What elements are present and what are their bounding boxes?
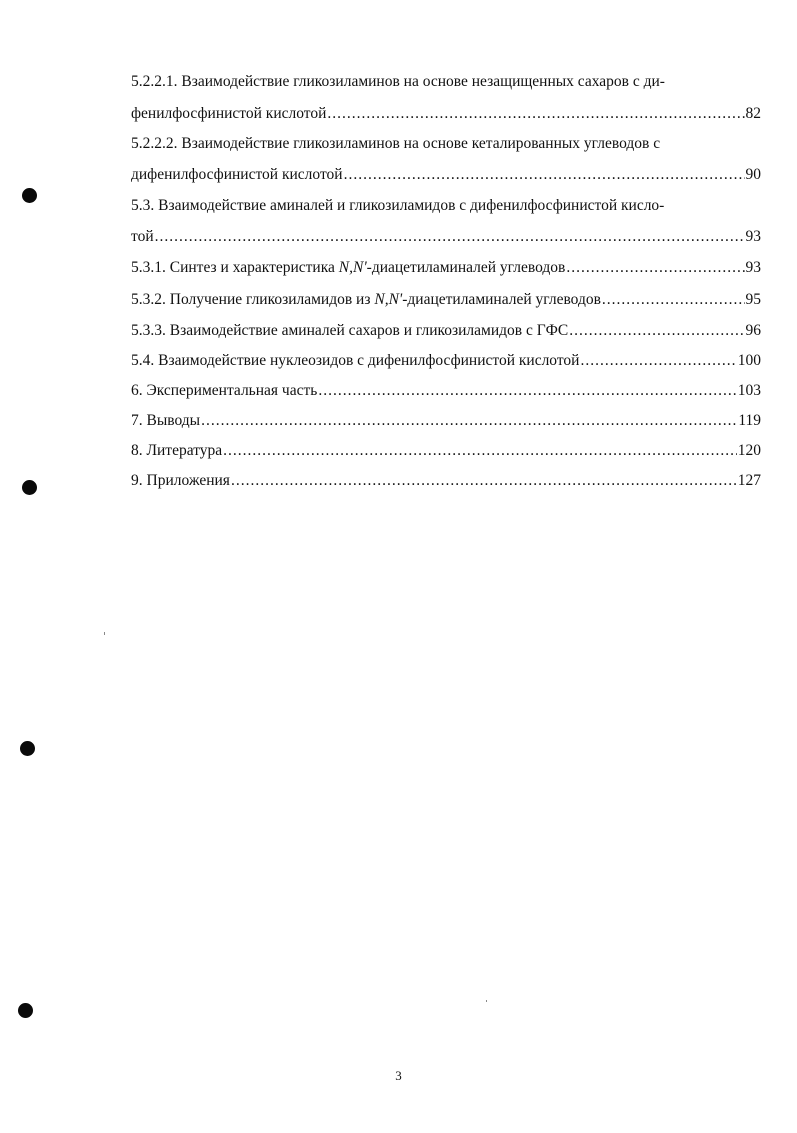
title-italic: N,N' — [338, 259, 367, 276]
dot-leader — [201, 409, 737, 433]
punch-hole-mark — [22, 188, 37, 203]
title-suffix: -диацетиламиналей углеводов — [366, 259, 566, 276]
toc-entry-title: той — [131, 228, 154, 245]
toc-page-number: 100 — [737, 352, 761, 369]
toc-entry-line: 5.3. Взаимодействие аминалей и гликозиламидов с дифенилфосфинистой кисло- — [131, 197, 665, 214]
dot-leader — [344, 163, 745, 187]
toc-page-number: 120 — [737, 442, 761, 459]
toc-entry-title: 5.3.3. Взаимодействие аминалей сахаров и гликозиламидов с ГФС — [131, 322, 569, 339]
toc-page-number: 93 — [745, 228, 761, 245]
dot-leader — [231, 469, 737, 493]
dot-leader — [327, 102, 744, 126]
toc-entry-title — [131, 256, 565, 280]
toc-entry-title: 6. Экспериментальная часть — [131, 382, 318, 399]
toc-entry[interactable] — [131, 288, 761, 312]
toc-entry-line: 5.2.2.1. Взаимодействие гликозиламинов на основе незащищенных сахаров с ди- — [131, 73, 665, 90]
toc-entry[interactable] — [131, 102, 761, 126]
toc-page-number: 90 — [745, 166, 761, 183]
toc-page-number: 103 — [737, 382, 761, 399]
toc-entry-title: дифенилфосфинистой кислотой — [131, 166, 343, 183]
toc-entry[interactable] — [131, 319, 761, 343]
toc-page-number: 119 — [738, 412, 761, 429]
toc-entry-line: 5.2.2.2. Взаимодействие гликозиламинов на основе кеталированных углеводов с — [131, 135, 661, 152]
scan-speck — [104, 632, 105, 635]
title-suffix: -диацетиламиналей углеводов — [402, 291, 601, 308]
dot-leader — [223, 439, 737, 463]
toc-entry-title: 9. Приложения — [131, 472, 230, 489]
toc-entry-title — [131, 288, 601, 312]
toc-entry[interactable] — [131, 163, 761, 187]
title-prefix: 5.3.2. Получение гликозиламидов из — [131, 291, 375, 308]
dot-leader — [566, 256, 744, 280]
page-number: 3 — [395, 1068, 402, 1083]
title-italic: N,N' — [374, 291, 403, 308]
dot-leader — [602, 288, 745, 312]
punch-hole-mark — [22, 480, 37, 495]
toc-page-number: 82 — [745, 105, 761, 122]
toc-entry-title: 7. Выводы — [131, 412, 201, 429]
toc-entry[interactable] — [131, 256, 761, 280]
punch-hole-mark — [20, 741, 35, 756]
toc-entry[interactable] — [131, 439, 761, 463]
dot-leader — [569, 319, 744, 343]
toc-entry[interactable] — [131, 379, 761, 403]
toc-entry[interactable] — [131, 225, 761, 249]
toc-entry-title: фенилфосфинистой кислотой — [131, 105, 327, 122]
dot-leader — [580, 349, 736, 373]
toc-page-number: 127 — [737, 472, 761, 489]
toc-entry-title: 8. Литература — [131, 442, 223, 459]
toc-entry[interactable] — [131, 409, 761, 433]
toc-entry[interactable] — [131, 349, 761, 373]
punch-hole-mark — [18, 1003, 33, 1018]
scan-speck — [486, 1000, 487, 1002]
toc-page-number: 95 — [745, 291, 761, 308]
toc-page-number: 96 — [745, 322, 761, 339]
toc-page-number: 93 — [745, 259, 761, 276]
toc-entry[interactable] — [131, 469, 761, 493]
title-prefix: 5.3.1. Синтез и характеристика — [131, 259, 339, 276]
dot-leader — [318, 379, 736, 403]
dot-leader — [155, 225, 745, 249]
toc-entry-title: 5.4. Взаимодействие нуклеозидов с дифенилфосфинистой кислотой — [131, 352, 580, 369]
